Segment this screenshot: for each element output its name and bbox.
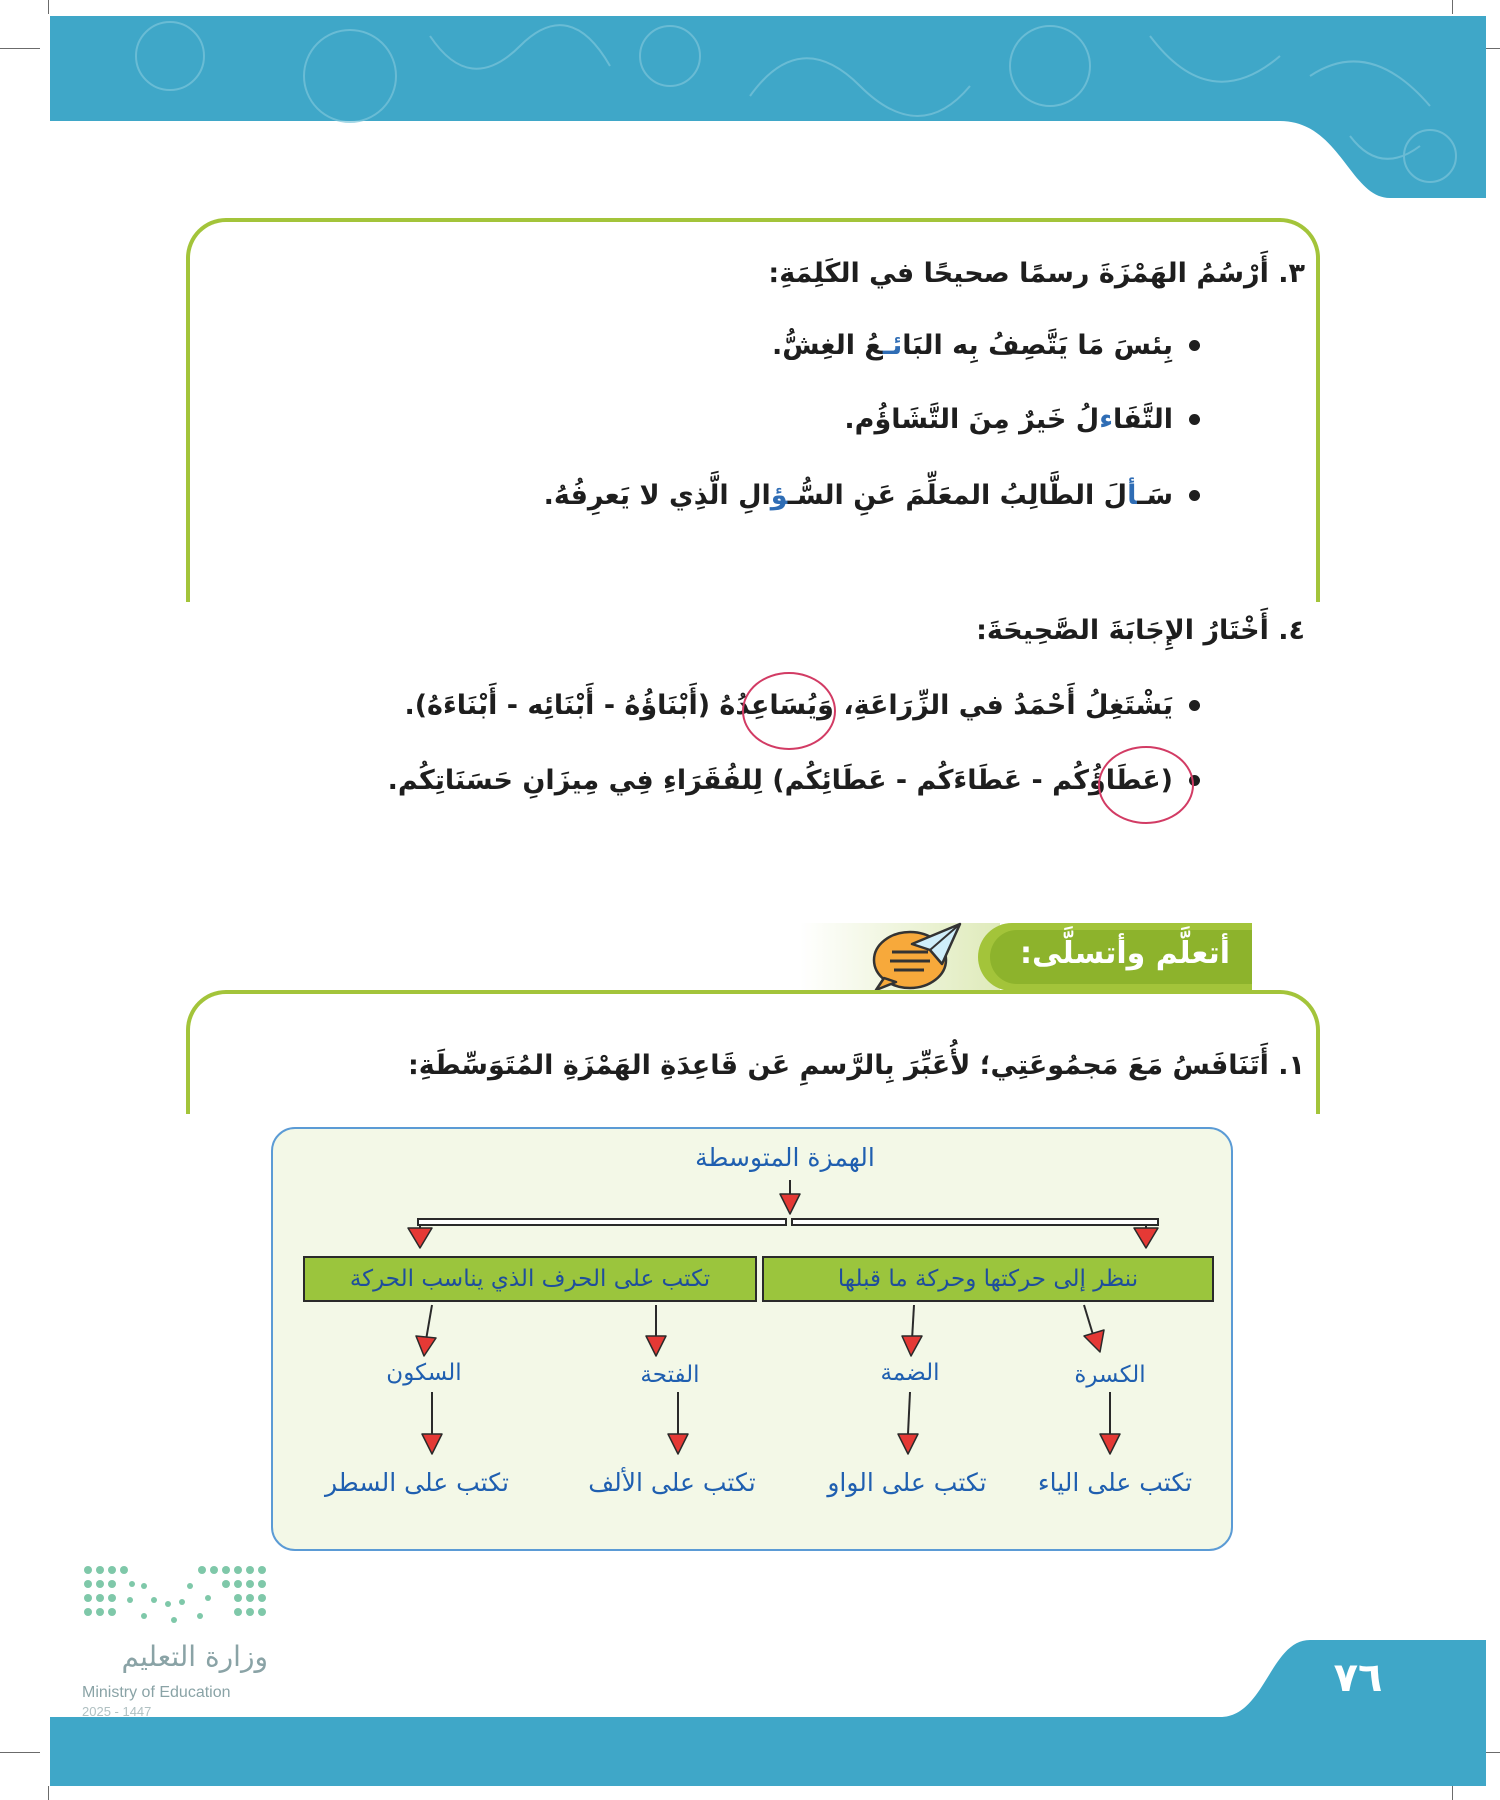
question-4-title: ٤. أَخْتَارُ الإِجَابَةَ الصَّحِيحَةَ: (976, 615, 1305, 646)
text-middle: لَ الطَّالِبُ المعَلِّمَ عَنِ السُّـ (787, 480, 1128, 511)
activity-1-title: ١. أَتَنَافَسُ مَعَ مَجمُوعَتِي؛ لأُعَبِّرَ بِالرَّسمِ عَن قَاعِدَةِ الهَمْزَةِ المُتَوَسِّطَةِ: (407, 1050, 1305, 1081)
text-before: التَّفَا (1113, 404, 1173, 435)
answer-fill: ؤ (770, 480, 788, 511)
text-after: الِ الَّذِي لا يَعرِفُهُ. (543, 480, 771, 511)
diagram-rule-ya: تكتب على الياء (1037, 1468, 1193, 1497)
question-3-title: ٣. أَرْسُمُ الهَمْزَةَ رسمًا صحيحًا في الكَلِمَةِ: (768, 258, 1305, 289)
answer-fill: ئـ (882, 330, 903, 361)
diagram-branch-right: ننظر إلى حركتها وحركة ما قبلها (762, 1256, 1214, 1302)
diagram-root: الهمزة المتوسطة (695, 1143, 875, 1172)
text-before: بِئسَ مَا يَتَّصِفُ بِه البَا (902, 330, 1173, 361)
answer-fill: ء (1099, 404, 1113, 435)
item-text: (عَطَاؤُكُم - عَطَاءَكُم - عَطَائِكُم) لِلفُقَرَاءِ فِي مِيزَانِ حَسَنَاتِكُم. (387, 765, 1173, 796)
diagram-rule-alif: تكتب على الألف (588, 1468, 756, 1497)
diagram-branch-left: تكتب على الحرف الذي يناسب الحركة (303, 1256, 757, 1302)
text-after: لُ خَيرٌ مِنَ التَّشَاؤُم. (844, 404, 1100, 435)
diagram-vowel-fatha: الفتحة (640, 1362, 700, 1388)
diagram-rule-line: تكتب على السطر (325, 1468, 509, 1497)
diagram-vowel-damma: الضمة (880, 1360, 940, 1386)
page-number: ٧٦ (1333, 1655, 1383, 1701)
ministry-logo-dots (82, 1562, 268, 1628)
text-before: سَـ (1137, 480, 1173, 511)
section-tab-label: أتعلَّم وأتسلَّى: (1019, 936, 1230, 971)
text-after: عُ الغِشُّ. (771, 330, 883, 361)
ministry-logo-english: Ministry of Education (82, 1684, 231, 1701)
item-text: يَشْتَغِلُ أَحْمَدُ في الزِّرَاعَةِ، وَيُسَاعِدُهُ (أَبْنَاؤُهُ - أَبْنَائِه - أَبْنَاءَهُ). (404, 690, 1173, 721)
ministry-logo-arabic: وزارة التعليم (121, 1640, 268, 1673)
diagram-rule-waw: تكتب على الواو (827, 1468, 987, 1497)
answer-fill: أ (1127, 480, 1138, 511)
diagram-vowel-sukun: السكون (386, 1360, 462, 1386)
ministry-logo-year: 2025 - 1447 (82, 1704, 152, 1719)
diagram-vowel-kasra: الكسرة (1074, 1362, 1146, 1388)
